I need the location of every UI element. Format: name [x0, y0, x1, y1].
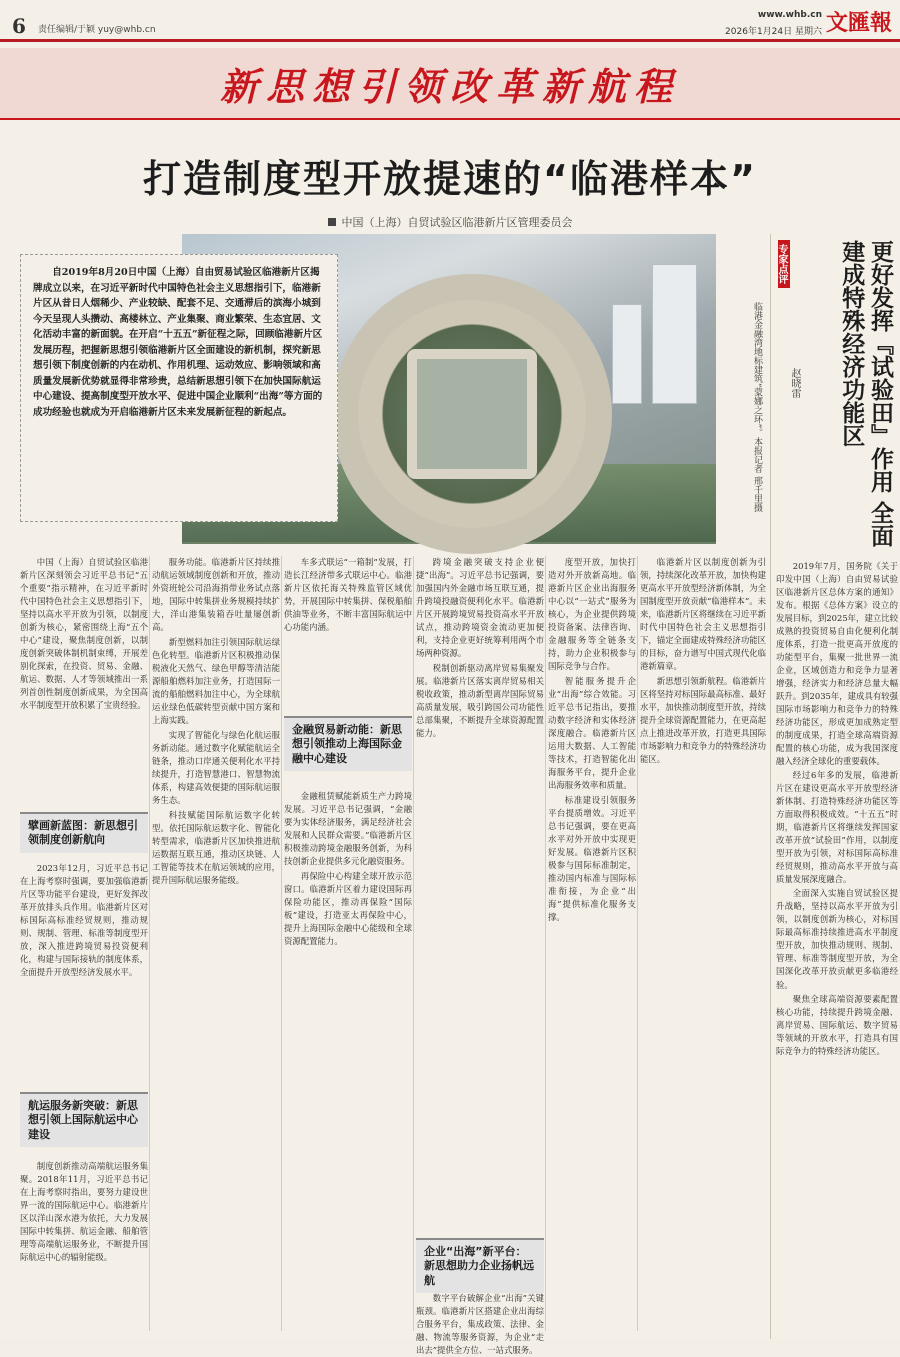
column-3-bottom [284, 790, 412, 1330]
body-paragraph: 智能服务提升企业“出海”综合效能。习近平总书记指出，要推动数字经济和实体经济深度融合。临港新片区运用大数据、人工智能等技术，打造智能化出海服务平台，提升企业出海服务效率和质量。 [548, 676, 636, 791]
expert-paragraph: 聚焦全球高端资源要素配置核心功能，持续提升跨境金融、离岸贸易、国际航运、数字贸易等领域的开放水平，打造具有国际竞争力的特殊经济功能区。 [776, 993, 898, 1056]
body-paragraph: 新型燃料加注引领国际航运绿色化转型。临港新片区积极推动保税液化天然气、绿色甲醇等清洁能源船舶燃料加注业务，打造国际一流的船舶燃料加注中心，为全球航运业绿色低碳转型贡献中国方案和上海实践。 [152, 637, 280, 726]
expert-tag: 专家点评 [778, 240, 790, 288]
expert-paragraph: 经过6年多的发展，临港新片区在建设更高水平开放型经济新体制、打造特殊经济功能区等方面取得积极成效。“十五五”时期，临港新片区将继续发挥国家改革开放“试验田”作用，以制度型开放为引领，对标国际高标准经贸规则，推动高水平开放与高质量发展深度融合。 [776, 770, 898, 885]
expert-author: 赵晓雷 [789, 368, 800, 398]
newspaper-logo: 文匯報 [825, 10, 892, 36]
column-4 [416, 556, 544, 1236]
expert-title: 更好发挥『试验田』作用 全面建成特殊经济功能区 [838, 240, 894, 548]
byline-square-icon [328, 218, 336, 226]
page-header [0, 0, 900, 42]
photo-building [652, 264, 697, 404]
body-paragraph: 再保险中心构建全球开放示范窗口。临港新片区着力建设国际再保险功能区，推动再保险“国际板”建设，打造亚太再保险中心，提升上海国际金融中心能级和全球资源配置能力。 [284, 871, 412, 947]
banner-divider [0, 118, 900, 120]
body-paragraph: 度型开放，加快打造对外开放新高地。临港新片区企业出海服务中心以“一站式”服务为核心，为企业提供跨境投资备案、法律咨询、金融服务等全链条支持，助力企业积极参与国际竞争与合作。 [548, 557, 636, 672]
section-heading-1: 擘画新蓝图：新思想引领制度创新航向 [20, 812, 148, 853]
photo-ring-center [407, 349, 537, 479]
issue-date: 2026年1月24日 星期六 [725, 27, 822, 37]
column-rule [149, 556, 150, 1331]
column-banner [0, 48, 900, 118]
body-paragraph: 新思想引领新航程。临港新片区将坚持对标国际最高标准、最好水平，加快推动制度型开放，持续提升全球资源配置能力，在更高起点上推进改革开放，打造更具国际市场影响力和竞争力的特殊经济功能区。 [640, 676, 766, 765]
body-paragraph: 服务功能。临港新片区持续推动航运领域制度创新和开放，推动外资班轮公司沿海捎带业务试点落地，国际中转集拼业务规模持续扩大，洋山港集装箱吞吐量屡创新高。 [152, 557, 280, 633]
column-6 [640, 556, 766, 1331]
column-rule [545, 556, 546, 1331]
photo-caption: 临港金融湾地标建筑“蒙娜之环”。本报记者 邢千里摄 [752, 302, 762, 513]
column-1-top [20, 556, 148, 804]
expert-paragraph: 2019年7月，国务院《关于印发中国（上海）自由贸易试验区临港新片区总体方案的通知》发布。根据《总体方案》设立的发展目标，到2025年，建立比较成熟的投资贸易自由化便利化制度体系，打造一批更高开放度的功能型平台，集聚一批世界一流企业，区域创造力和竞争力显著增强，经济实力和经济总量大幅跃升。到2035年，建成具有较强国际市场影响力和竞争力的特殊经济功能区，形成更加成熟定型的制度成果，打造全球高端资源配置的核心功能，成为我国深度融入经济全球化的重要载体。 [776, 561, 898, 767]
article-byline [0, 214, 900, 230]
body-paragraph: 跨境金融突破支持企业便捷“出海”。习近平总书记强调，要加强国内外金融市场互联互通，提升跨境投融资便利化水平。临港新片区开展跨境贸易投资高水平开放试点，推动跨境资金流动更加便利，支持企业更好统筹利用两个市场两种资源。 [416, 557, 544, 659]
column-rule [637, 556, 638, 1331]
body-paragraph: 车多式联运“一箱制”发展，打造长江经济带多式联运中心。临港新片区依托海关特殊监管区域优势，开展国际中转集拼、保税船舶供油等业务，不断丰富国际航运中心功能内涵。 [284, 557, 412, 633]
column-rule [281, 556, 282, 1331]
body-paragraph: 科技赋能国际航运数字化转型。依托国际航运数字化、智能化转型需求，临港新片区加快推进航运数据互联互通，推动区块链、人工智能等技术在航运领域的应用，提升国际航运服务能级。 [152, 810, 280, 886]
column-2 [152, 556, 280, 1331]
column-1-bottom [20, 1160, 148, 1332]
body-paragraph: 标准建设引领服务平台提质增效。习近平总书记强调，要在更高水平对外开放中实现更好发展。临港新片区积极参与国际标准制定，推动国内标准与国际标准衔接，为企业“出海”提供标准化服务支撑。 [548, 795, 636, 923]
body-paragraph: 实现了智能化与绿色化航运服务新动能。通过数字化赋能航运全链条，推动口岸通关便利化水平持续提升，打造智慧港口、智慧物流体系，构建高效便捷的国际航运服务生态。 [152, 730, 280, 806]
site-url: www.whb.cn [757, 10, 822, 20]
intro-text: 自2019年8月20日中国（上海）自由贸易试验区临港新片区揭牌成立以来，在习近平新时代中国特色社会主义思想指引下，临港新片区从昔日人烟稀少、产业较缺、配套不足、交通滞后的滨海小城到今天呈现人头攒动、高楼林立、产业集聚、商业繁荣、生态宜居、文化活动丰富的新面貌。在开启“十五五”新征程之际，回顾临港新片区发展历程，把握新思想引领临港新片区全面建设的新机制，探究新思想引领下制度创新的内在动机、作用机理、运动效应、影响领域和高质量发展新优势就显得非常珍贵，总结新思想引领下在加快国际航运中心建设、提高制度型开放水平、促进中国企业顺利“出海”等方面的成功经验也就成为开启临港新片区未来发展新征程的新起点。 [33, 267, 323, 418]
article-headline: 打造制度型开放提速的“临港样本” [143, 157, 757, 201]
body-paragraph: 制度创新推动高端航运服务集聚。2018年11月，习近平总书记在上海考察时指出，要努力建设世界一流的国际航运中心。临港新片区以洋山深水港为依托，大力发展国际中转集拼、航运金融、船舶管理等高端航运服务业，不断提升国际航运中心的辐射能级。 [20, 1161, 148, 1263]
expert-body [776, 560, 898, 1330]
column-5 [548, 556, 636, 1331]
intro-box [20, 254, 338, 522]
body-paragraph: 税制创新驱动离岸贸易集聚发展。临港新片区落实离岸贸易相关税收政策，推动新型离岸国际贸易高质量发展，吸引跨国公司功能性总部集聚，不断提升全球资源配置能力。 [416, 663, 544, 739]
section-heading-4: 企业“出海”新平台：新思想助力企业扬帆远航 [416, 1238, 544, 1293]
section-heading-3: 金融贸易新动能：新思想引领推动上海国际金融中心建设 [284, 716, 412, 771]
byline-text: 中国（上海）自贸试验区临港新片区管理委员会 [341, 216, 573, 229]
body-paragraph: 中国（上海）自贸试验区临港新片区深刻领会习近平总书记“五个重要”指示精神，在习近平新时代中国特色社会主义思想指引下，坚持以高水平开放为引领，以制度创新为核心，紧密围绕上海“五个中心”建设，聚焦制度创新，以制度创新突破体制机制束缚，开展差别化探索，在投资、贸易、金融、航运、数据、人才等领域推出一系列首创性制度创新成果，为全国高水平制度型开放积累了宝贵经验。 [20, 557, 148, 711]
section-heading-2: 航运服务新突破：新思想引领上国际航运中心建设 [20, 1092, 148, 1147]
body-paragraph: 数字平台破解企业“出海”关键瓶颈。临港新片区搭建企业出海综合服务平台，集成政策、法律、金融、物流等服务资源，为企业“走出去”提供全方位、一站式服务。 [416, 1293, 544, 1356]
banner-title: 新思想引领改革新航程 [219, 64, 680, 109]
column-4-bottom [416, 1292, 544, 1356]
body-paragraph: 金融租赁赋能新质生产力跨境发展。习近平总书记强调，“金融要为实体经济服务，满足经济社会发展和人民群众需要。”临港新片区积极推动跨境金融服务创新，为科技创新企业提供多元化融资服务。 [284, 791, 412, 867]
column-3-top [284, 556, 412, 706]
column-rule [413, 556, 414, 1331]
expert-paragraph: 全面深入实施自贸试验区提升战略，坚持以高水平开放为引领，以制度创新为核心，对标国际最高标准持续推进高水平制度型开放，加快推动规则、规制、管理、标准等制度型开放，为全国深化改革开放贡献更多临港经验。 [776, 888, 898, 990]
column-1-middle [20, 862, 148, 1078]
editor-credit: 责任编辑/于颖 yuy@whb.cn [38, 25, 156, 35]
page-number: 6 [12, 14, 26, 38]
photo-building [612, 304, 642, 404]
body-paragraph: 2023年12月，习近平总书记在上海考察时强调，要加强临港新片区等功能平台建设，更好发挥改革开放排头兵作用。临港新片区对标国际高标准经贸规则，推动规则、规制、管理、标准等制度型开放，深入推进跨境贸易投资便利化，构建与国际接轨的制度体系，全面提升开放型经济发展水平。 [20, 863, 148, 978]
body-paragraph: 临港新片区以制度创新为引领，持续深化改革开放，加快构建更高水平开放型经济新体制，为全国制度型开放贡献“临港样本”。未来，临港新片区将继续在习近平新时代中国特色社会主义思想指引下，锚定全面建成特殊经济功能区的目标，奋力谱写中国式现代化临港新篇章。 [640, 557, 766, 672]
